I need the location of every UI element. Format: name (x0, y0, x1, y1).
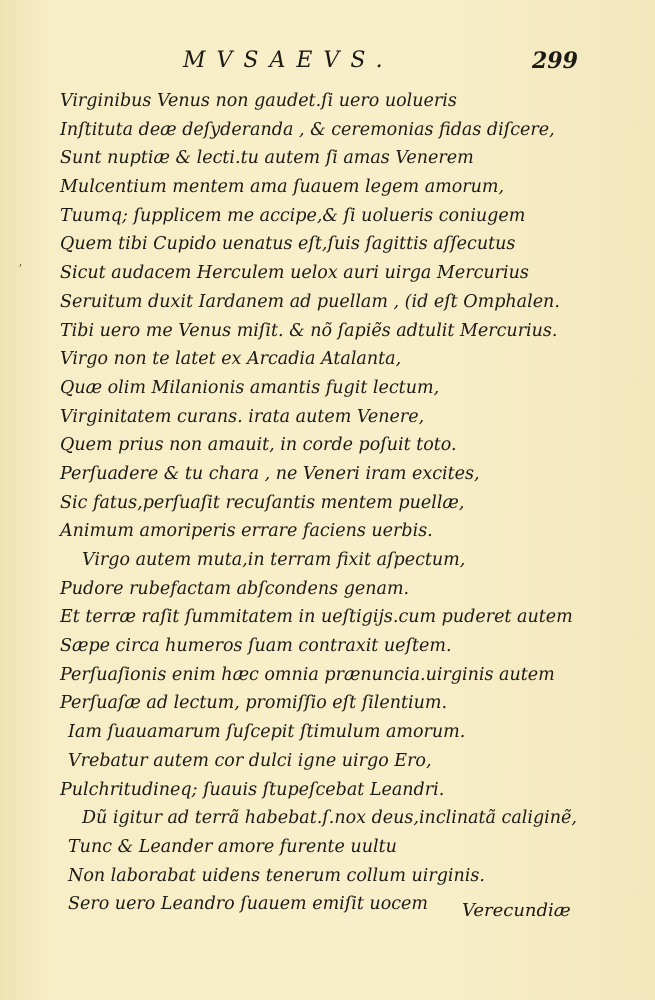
verse-line: Perſuaſionis enim hæc omnia prænuncia.uirginis autem (60, 664, 555, 685)
verse-line: Sicut audacem Herculem uelox auri uirga Mercurius (60, 263, 529, 284)
verse-line: Iam ſuauamarum ſuſcepit ſtimulum amorum. (68, 722, 466, 743)
verse-line: Seruitum duxit Iardanem ad puellam , (id eſt Omphalen. (60, 291, 560, 312)
verse-line: Non laborabat uidens tenerum collum uirginis. (68, 865, 485, 886)
verse-line: Perſuaſæ ad lectum, promiſſio eſt ſilentium. (60, 693, 448, 714)
poem-text (60, 87, 580, 919)
margin-mark: ʼ (18, 262, 22, 276)
verse-line: Virgo non te latet ex Arcadia Atalanta, (60, 349, 402, 370)
verse-line: Vrebatur autem cor dulci igne uirgo Ero, (68, 750, 432, 771)
verse-line: Quem tibi Cupido uenatus eſt,ſuis ſagittis aſſecutus (60, 234, 516, 255)
verse-line: Tuumq; ſupplicem me accipe,& ſi uolueris coniugem (60, 205, 526, 226)
page-number: 299 (532, 48, 578, 74)
verse-line: Sero uero Leandro ſuauem emiſit uocem (68, 894, 428, 915)
verse-line: Virgo autem muta,in terram fixit aſpectum, (82, 550, 466, 570)
verse-line: Mulcentium mentem ama ſuauem legem amorum, (60, 177, 505, 198)
verse-line: Quæ olim Milanionis amantis fugit lectum, (60, 377, 440, 398)
page-header (0, 48, 655, 78)
catchword: Verecundiæ (462, 900, 571, 921)
verse-line: Tibi uero me Venus miſit. & nõ ſapiẽs adtulit Mercurius. (60, 320, 558, 341)
verse-line: Et terræ raſit ſummitatem in ueſtigijs.cum puderet autem (60, 607, 573, 628)
verse-line: Quem prius non amauit, in corde poſuit toto. (60, 435, 457, 456)
verse-line: Pulchritudineq; ſuauis ſtupeſcebat Leandri. (60, 779, 445, 800)
verse-line: Tunc & Leander amore furente uultu (68, 836, 397, 857)
verse-line: Pudore rubefactam abſcondens genam. (60, 578, 410, 599)
verse-line: Sic fatus,perſuaſit recuſantis mentem puellæ, (60, 492, 465, 513)
verse-line: Animum amoriperis errare faciens uerbis. (60, 521, 433, 542)
verse-line: Sæpe circa humeros ſuam contraxit ueſtem. (60, 636, 452, 657)
verse-line: Sunt nuptiæ & lecti.tu autem ſi amas Venerem (60, 148, 474, 169)
verse-line: Perſuadere & tu chara , ne Veneri iram excites, (60, 463, 480, 484)
verse-line: Virginitatem curans. irata autem Venere, (60, 406, 425, 427)
verse-line: Dũ igitur ad terrã habebat.ſ.nox deus,inclinatã caliginẽ, (82, 808, 577, 829)
verse-line: Inſtituta deæ deſyderanda , & ceremonias fidas diſcere, (60, 119, 555, 140)
running-title: MVSAEVS. (183, 48, 394, 73)
verse-line: Virginibus Venus non gaudet.ſi uero uolueris (60, 91, 457, 111)
